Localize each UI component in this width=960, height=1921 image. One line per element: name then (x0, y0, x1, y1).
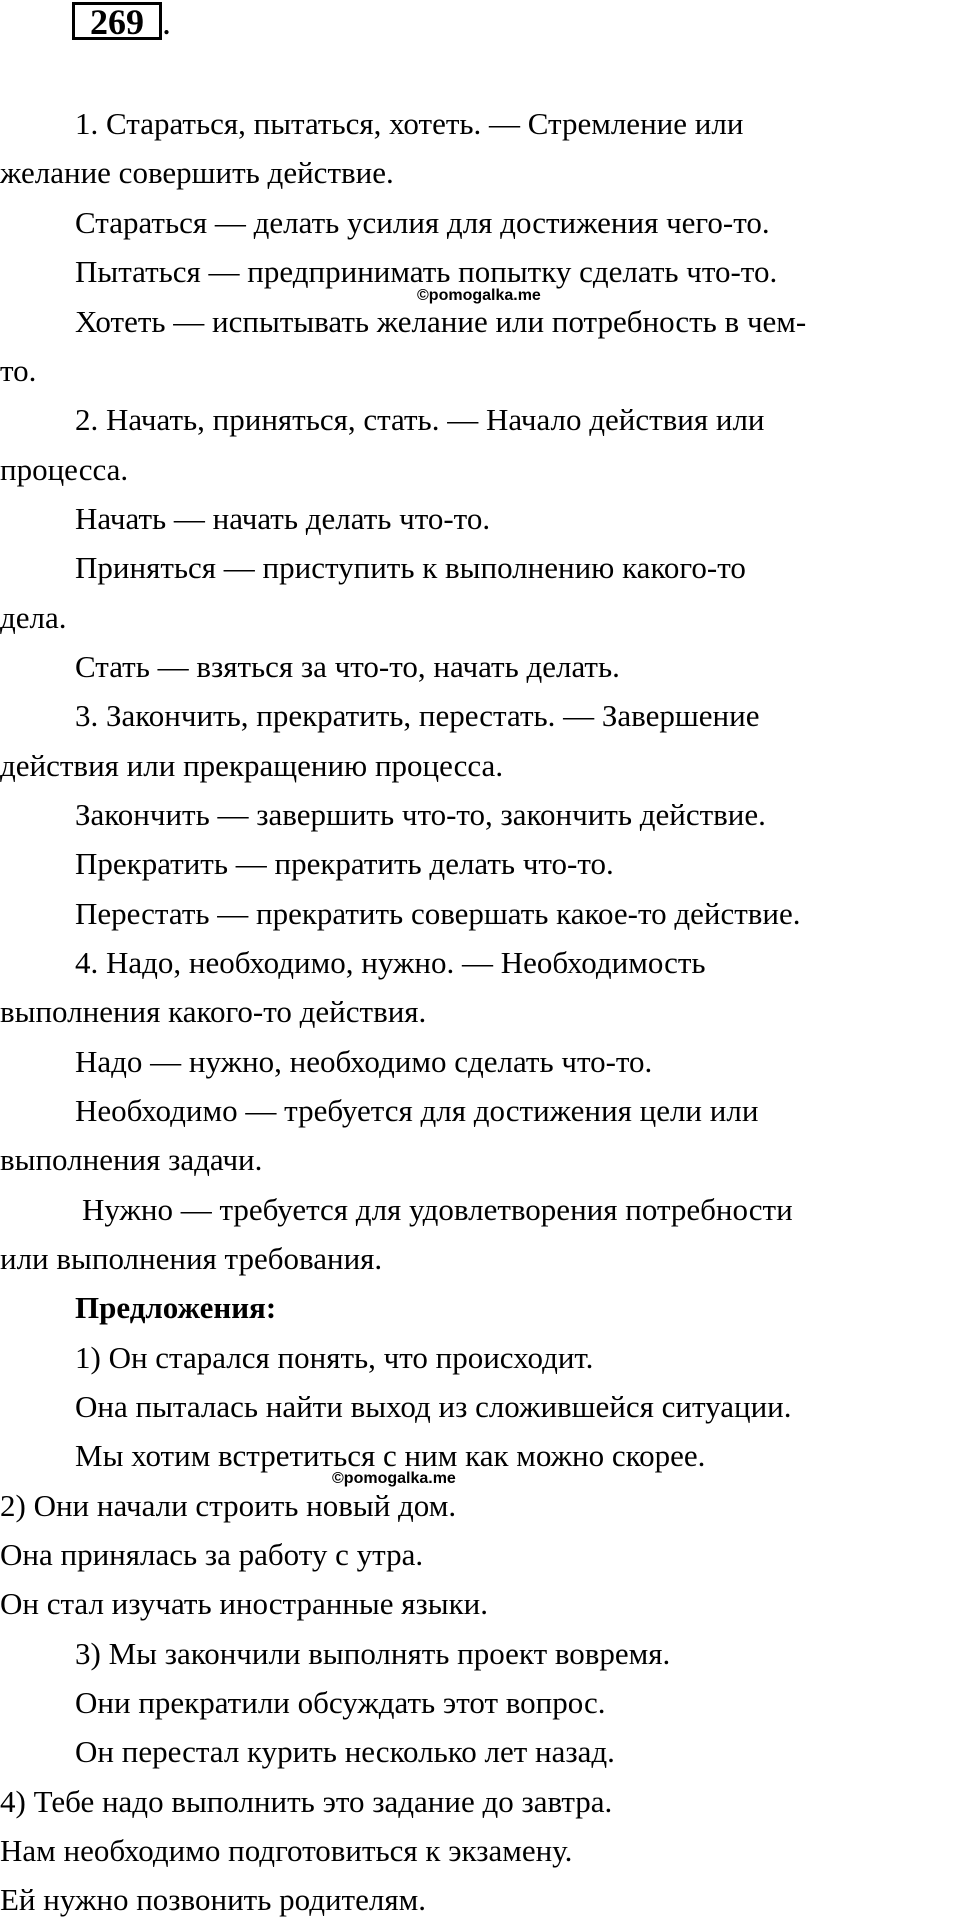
text-line: Он перестал курить несколько лет назад. (75, 1734, 615, 1769)
text-line: Они прекратили обсуждать этот вопрос. (75, 1685, 606, 1720)
text-line: то. (0, 353, 37, 388)
text-line: действия или прекращению процесса. (0, 748, 504, 783)
text-line: Прекратить — прекратить делать что-то. (75, 846, 614, 881)
text-line: Стать — взяться за что-то, начать делать. (75, 649, 620, 684)
text-line: выполнения какого-то действия. (0, 994, 427, 1029)
text-line: 3) Мы закончили выполнять проект вовремя. (75, 1636, 671, 1671)
text-line: 3. Закончить, прекратить, перестать. — Завершение (75, 698, 760, 733)
text-line: Начать — начать делать что-то. (75, 501, 491, 536)
text-line: Хотеть — испытывать желание или потребность в чем- (75, 304, 807, 339)
section-heading: Предложения: (75, 1290, 277, 1325)
text-line: Нам необходимо подготовиться к экзамену. (0, 1833, 573, 1868)
text-line: 4. Надо, необходимо, нужно. — Необходимость (75, 945, 706, 980)
text-line: или выполнения требования. (0, 1241, 383, 1276)
text-line: Стараться — делать усилия для достижения чего-то. (75, 205, 770, 240)
exercise-number-dot: . (162, 2, 171, 42)
text-line: выполнения задачи. (0, 1142, 263, 1177)
text-line: 1. Стараться, пытаться, хотеть. — Стремление или (75, 106, 744, 141)
text-line: Необходимо — требуется для достижения цели или (75, 1093, 759, 1128)
text-line: 4) Тебе надо выполнить это задание до завтра. (0, 1784, 613, 1819)
text-line: Он стал изучать иностранные языки. (0, 1586, 488, 1621)
text-line: Мы хотим встретиться с ним как можно скорее. (75, 1438, 706, 1473)
text-line: Закончить — завершить что-то, закончить действие. (75, 797, 766, 832)
text-line: Она принялась за работу с утра. (0, 1537, 424, 1572)
text-line: 1) Он старался понять, что происходит. (75, 1340, 594, 1375)
exercise-number-box: 269 (72, 2, 162, 40)
text-line: Перестать — прекратить совершать какое-то действие. (75, 896, 801, 931)
text-line: Ей нужно позвонить родителям. (0, 1882, 426, 1917)
text-line: Пытаться — предпринимать попытку сделать что-то. (75, 254, 778, 289)
text-line: процесса. (0, 452, 129, 487)
text-line: Она пыталась найти выход из сложившейся ситуации. (75, 1389, 792, 1424)
text-line: Надо — нужно, необходимо сделать что-то. (75, 1044, 653, 1079)
watermark: ©pomogalka.me (332, 1470, 456, 1487)
text-line: 2) Они начали строить новый дом. (0, 1488, 457, 1523)
text-line: Приняться — приступить к выполнению какого-то (75, 550, 746, 585)
text-line: Нужно — требуется для удовлетворения потребности (82, 1192, 793, 1227)
text-line: желание совершить действие. (0, 155, 394, 190)
text-line: дела. (0, 600, 67, 635)
text-line: 2. Начать, приняться, стать. — Начало действия или (75, 402, 765, 437)
watermark: ©pomogalka.me (417, 287, 541, 304)
